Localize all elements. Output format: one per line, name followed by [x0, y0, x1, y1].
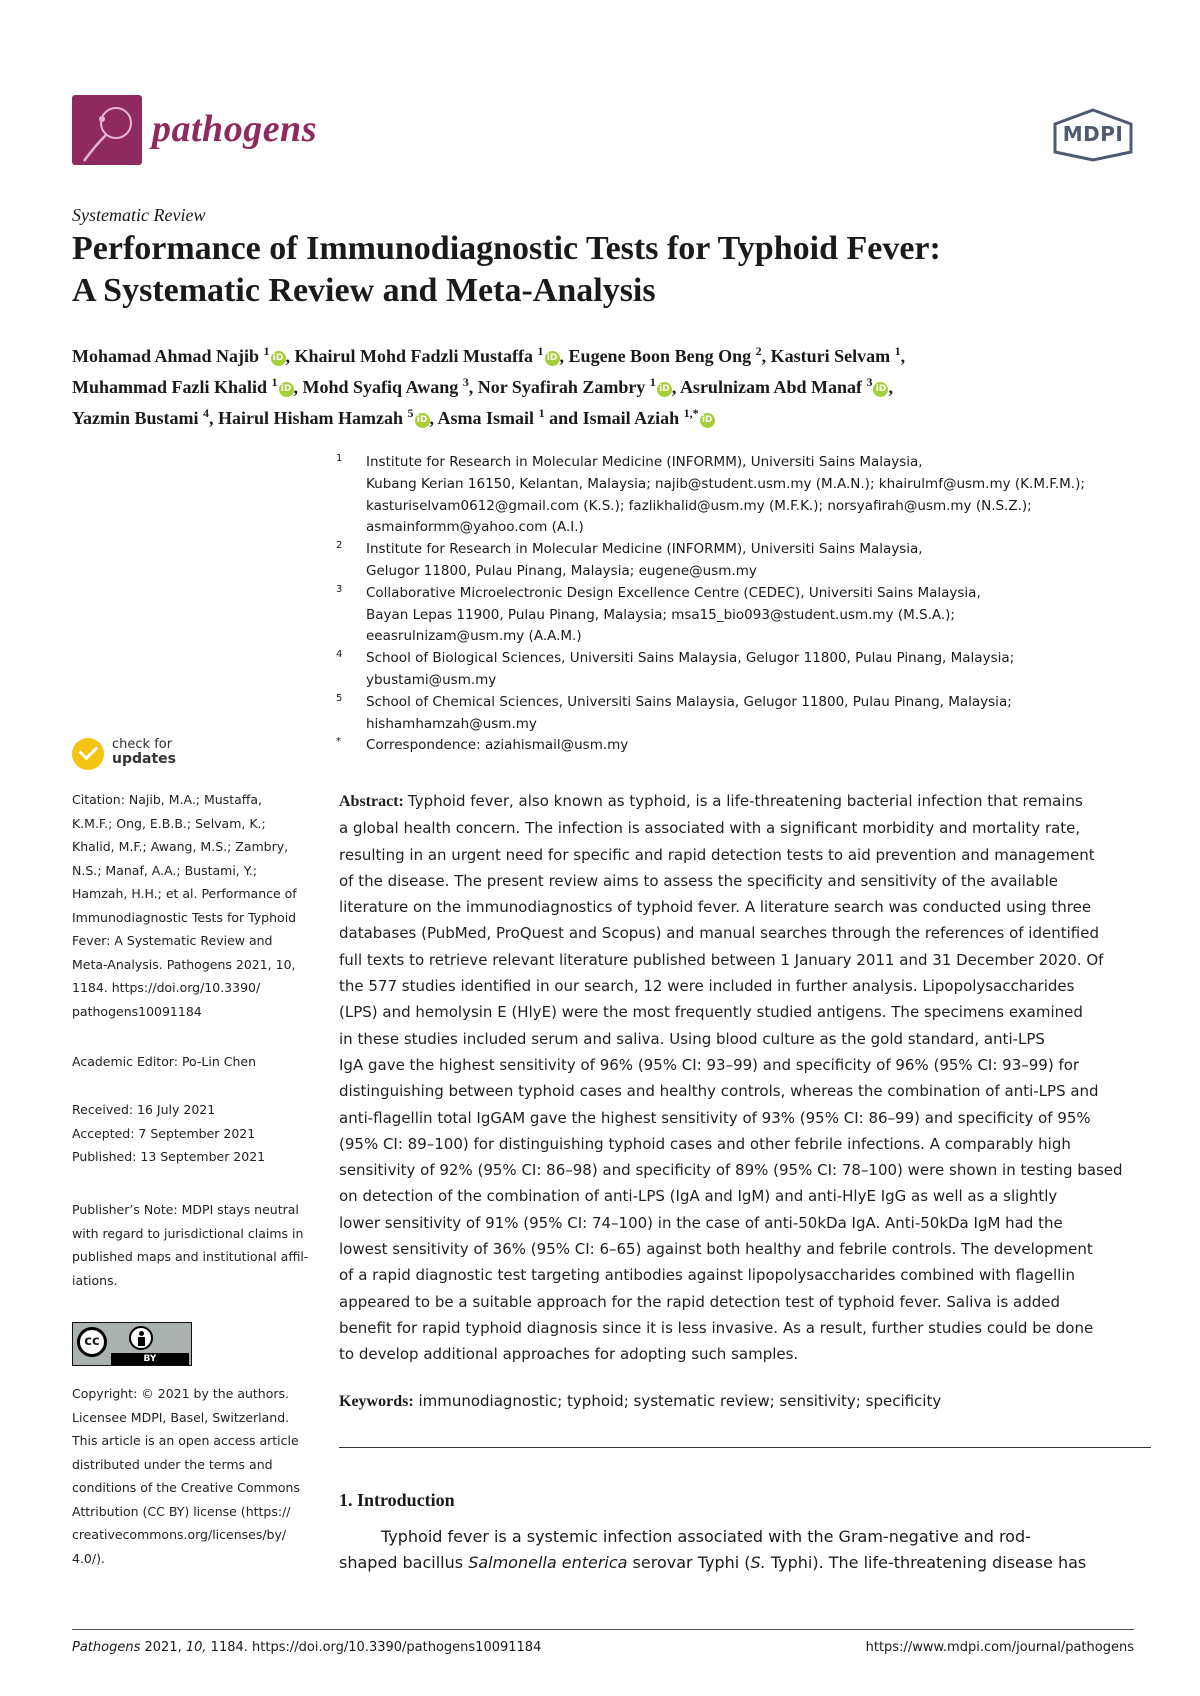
abstract-line: (LPS) and hemolysin E (HlyE) were the most frequently studied antigens. The specimens examined: [339, 1003, 1083, 1022]
abstract-line: resulting in an urgent need for specific and rapid detection tests to aid prevention and management: [339, 845, 1095, 864]
citation-line: 1184. https://doi.org/10.3390/: [72, 980, 261, 995]
abstract-line: in these studies included serum and saliva. Using blood culture as the gold standard, anti-LPS: [339, 1029, 1045, 1048]
footer-divider: [72, 1629, 1134, 1630]
author-name[interactable]: Hairul Hisham Hamzah: [218, 408, 408, 428]
publisher-note-line: published maps and institutional affil-: [72, 1249, 309, 1264]
abstract-line: a global health concern. The infection is associated with a significant morbidity and mortality rate,: [339, 819, 1081, 838]
affiliation-line: School of Biological Sciences, Universiti Sains Malaysia, Gelugor 11800, Pulau Pinang, Malaysia;: [366, 650, 1015, 667]
author-affiliation-ref: 2: [755, 344, 762, 358]
copyright-line: distributed under the terms and: [72, 1456, 273, 1472]
orcid-icon[interactable]: iD: [545, 351, 560, 366]
title-line: A Systematic Review and Meta-Analysis: [72, 272, 656, 309]
affiliation: [336, 692, 1156, 736]
author-name[interactable]: Ismail Aziah: [582, 408, 684, 428]
affiliation-number: 5: [336, 692, 343, 704]
abstract-label: Abstract:: [339, 793, 408, 810]
abstract-line: databases (PubMed, ProQuest and Scopus) and manual searches through the references of identified: [339, 924, 1099, 943]
citation-line: Immunodiagnostic Tests for Typhoid: [72, 909, 297, 925]
affiliation-line: asmainformm@yahoo.com (A.I.): [366, 519, 584, 536]
publisher-note-line: Publisher’s Note: MDPI stays neutral: [72, 1202, 299, 1217]
title-line: Performance of Immunodiagnostic Tests for Typhoid Fever:: [72, 230, 941, 267]
footer-citation: Pathogens 2021, 10, 1184. https://doi.org/10.3390/pathogens10091184: [72, 1640, 542, 1655]
abstract-line: literature on the immunodiagnostics of typhoid fever. A literature search was conducted using three: [339, 898, 1092, 917]
author-name[interactable]: Mohd Syafiq Awang: [302, 377, 463, 397]
publisher-note: [72, 1198, 322, 1292]
affiliation: [336, 452, 1156, 539]
author-name[interactable]: Muhammad Fazli Khalid: [72, 377, 272, 397]
copyright-line: Licensee MDPI, Basel, Switzerland.: [72, 1409, 290, 1425]
copyright-line: Copyright: © 2021 by the authors.: [72, 1386, 289, 1401]
author-affiliation-ref: 1: [894, 344, 901, 358]
accepted-date: Accepted: 7 September 2021: [72, 1125, 256, 1141]
affiliation-line: Gelugor 11800, Pulau Pinang, Malaysia; eugene@usm.my: [366, 562, 757, 579]
citation-line: Fever: A Systematic Review and: [72, 933, 273, 948]
author-affiliation-ref: 1: [263, 344, 270, 358]
copyright-notice: [72, 1382, 322, 1570]
author-affiliation-ref: 3: [866, 375, 873, 389]
author-list: [72, 338, 1152, 431]
orcid-icon[interactable]: iD: [279, 382, 294, 397]
publisher-note-line: iations.: [72, 1272, 118, 1288]
abstract-line: of the disease. The present review aims to assess the specificity and sensitivity of the available: [339, 871, 1058, 890]
affiliation-line: Kubang Kerian 16150, Kelantan, Malaysia; najib@student.usm.my (M.A.N.); khairulmf@usm.my (K.M.F.M.);: [366, 475, 1085, 492]
affiliation: [336, 583, 1156, 648]
author-name[interactable]: Nor Syafirah Zambry: [477, 377, 650, 397]
publisher-note-line: with regard to jurisdictional claims in: [72, 1225, 304, 1241]
abstract-line: benefit for rapid typhoid diagnosis since it is less invasive. As a result, further studies could be done: [339, 1318, 1094, 1337]
author-name[interactable]: Asrulnizam Abd Manaf: [679, 377, 867, 397]
affiliation-line: Collaborative Microelectronic Design Excellence Centre (CEDEC), Universiti Sains Malaysia,: [366, 584, 981, 601]
affiliation-line: kasturiselvam0612@gmail.com (K.S.); fazlikhalid@usm.my (M.F.K.); norsyafirah@usm.my (N.S.Z.);: [366, 497, 1032, 514]
section-divider: [339, 1447, 1151, 1448]
abstract-line: to develop additional approaches for adopting such samples.: [339, 1345, 799, 1364]
orcid-icon[interactable]: iD: [415, 413, 430, 428]
attribution-icon: [129, 1326, 153, 1350]
author-line: Mohamad Ahmad Najib $^1$ iD , Khairul Mohd Fadzli Mustaffa $^1$ iD , Eugene Boon Beng Ong $^2$, Kasturi Selvam $^1$,: [72, 344, 906, 366]
article-type: Systematic Review: [72, 205, 206, 225]
citation: [72, 788, 322, 1023]
citation-line: N.S.; Manaf, A.A.; Bustami, Y.;: [72, 862, 258, 878]
affiliation-line: Institute for Research in Molecular Medicine (INFORMM), Universiti Sains Malaysia,: [366, 541, 923, 558]
author-affiliation-ref: 3: [462, 375, 469, 389]
cc-by-label: BY: [111, 1353, 189, 1365]
author-name[interactable]: Asma Ismail: [437, 408, 539, 428]
affiliation-number: *: [336, 736, 341, 748]
abstract-line: the 577 studies identified in our search, 12 were included in further analysis. Lipopolysaccharides: [339, 977, 1075, 996]
academic-editor: Academic Editor: Po-Lin Chen: [72, 1054, 257, 1069]
copyright-line: This article is an open access article: [72, 1433, 299, 1448]
author-affiliation-ref: 5: [407, 406, 414, 420]
author-name[interactable]: Khairul Mohd Fadzli Mustaffa: [294, 346, 538, 366]
check-updates-label: check for updates: [112, 737, 176, 767]
affiliation-line: hishamhamzah@usm.my: [366, 715, 537, 732]
abstract-line: lower sensitivity of 91% (95% CI: 74–100) in the case of anti-50kDa IgA. Anti-50kDa IgM had the: [339, 1213, 1063, 1232]
citation-line: Citation: Najib, M.A.; Mustaffa,: [72, 792, 263, 807]
affiliations: [336, 452, 1156, 757]
author-name[interactable]: Mohamad Ahmad Najib: [72, 346, 264, 366]
affiliation-line: eeasrulnizam@usm.my (A.A.M.): [366, 628, 582, 645]
footer-doi-link[interactable]: 1184. https://doi.org/10.3390/pathogens10091184: [206, 1640, 542, 1655]
creative-commons-icon: cc: [77, 1327, 107, 1357]
orcid-icon[interactable]: iD: [657, 382, 672, 397]
keywords: [339, 1392, 1151, 1411]
abstract-line: appeared to be a suitable approach for the rapid detection test of typhoid fever. Saliva is added: [339, 1292, 1061, 1311]
journal-name[interactable]: pathogens: [152, 108, 317, 150]
author-affiliation-ref: 1: [537, 344, 544, 358]
author-name[interactable]: Yazmin Bustami: [72, 408, 204, 428]
orcid-icon[interactable]: iD: [873, 382, 888, 397]
orcid-icon[interactable]: iD: [700, 413, 715, 428]
citation-line: Meta-Analysis. Pathogens 2021, 10,: [72, 956, 296, 972]
published-date: Published: 13 September 2021: [72, 1149, 266, 1164]
abstract-line: of a rapid diagnostic test targeting antibodies against lipopolysaccharides combined with flagellin: [339, 1266, 1076, 1285]
abstract-line: anti-flagellin total IgGAM gave the highest sensitivity of 93% (95% CI: 86–99) and specificity of 95%: [339, 1108, 1091, 1127]
citation-line: Hamzah, H.H.; et al. Performance of: [72, 886, 297, 901]
abstract-line: lowest sensitivity of 36% (95% CI: 6–65) against both healthy and febrile controls. The development: [339, 1240, 1093, 1259]
section-heading-introduction: 1. Introduction: [339, 1490, 455, 1510]
author-line: Yazmin Bustami $^4$, Hairul Hisham Hamzah $^5$ iD , Asma Ismail $^1$ and Ismail Aziah $^{1,*}$ iD: [72, 400, 1152, 431]
author-name[interactable]: Eugene Boon Beng Ong: [568, 346, 756, 366]
article-title: [72, 228, 1152, 312]
intro-line: shaped bacillus Salmonella enterica serovar Typhi (S. Typhi). The life-threatening disease has: [339, 1553, 1087, 1572]
affiliation-line: Institute for Research in Molecular Medicine (INFORMM), Universiti Sains Malaysia,: [366, 454, 923, 470]
abstract-line: full texts to retrieve relevant literature published between 1 January 2011 and 31 December 2020. Of: [339, 950, 1104, 969]
author-name[interactable]: Kasturi Selvam: [770, 346, 895, 366]
footer-journal-url[interactable]: https://www.mdpi.com/journal/pathogens: [865, 1640, 1134, 1655]
keywords-text: immunodiagnostic; typhoid; systematic review; sensitivity; specificity: [418, 1392, 942, 1410]
publication-dates: [72, 1098, 322, 1169]
affiliation: [336, 648, 1156, 692]
citation-line: Khalid, M.F.; Awang, M.S.; Zambry,: [72, 839, 289, 854]
affiliation-number: 1: [336, 453, 343, 464]
affiliation-number: 4: [336, 649, 343, 661]
affiliation-line: Bayan Lepas 11900, Pulau Pinang, Malaysia; msa15_bio093@student.usm.my (M.S.A.);: [366, 606, 955, 623]
abstract-line: IgA gave the highest sensitivity of 96% (95% CI: 93–99) and specificity of 96% (95% CI: 93–99) for: [339, 1055, 1080, 1074]
author-affiliation-ref: 1: [271, 375, 278, 389]
affiliation-number: 2: [336, 540, 343, 552]
abstract-line: (95% CI: 89–100) for distinguishing typhoid cases and other febrile infections. A comparably high: [339, 1134, 1071, 1153]
author-affiliation-ref: 1: [538, 406, 545, 420]
author-affiliation-ref: 1: [649, 375, 656, 389]
author-line: Muhammad Fazli Khalid $^1$ iD , Mohd Syafiq Awang $^3$, Nor Syafirah Zambry $^1$ iD , Asrulnizam Abd Manaf $^3$ iD ,: [72, 375, 893, 397]
keywords-label: Keywords:: [339, 1393, 414, 1410]
copyright-line: Attribution (CC BY) license (https://: [72, 1503, 291, 1519]
citation-line: pathogens10091184: [72, 1003, 202, 1019]
cc-by-license-badge[interactable]: [72, 1322, 192, 1366]
abstract: [339, 788, 1151, 1368]
affiliation-line: Correspondence: aziahismail@usm.my: [366, 737, 629, 754]
author-affiliation-ref: 1,*: [683, 406, 699, 420]
copyright-line: creativecommons.org/licenses/by/: [72, 1527, 287, 1542]
received-date: Received: 16 July 2021: [72, 1102, 216, 1117]
publisher-logo[interactable]: [1052, 108, 1134, 162]
journal-logo-icon: [72, 95, 142, 165]
intro-line: Typhoid fever is a systemic infection associated with the Gram-negative and rod-: [381, 1527, 1031, 1546]
introduction-text: [339, 1524, 1151, 1576]
publisher-name: MDPI: [1062, 122, 1124, 146]
abstract-line: sensitivity of 92% (95% CI: 86–98) and specificity of 89% (95% CI: 78–100) were shown in testing based: [339, 1161, 1123, 1180]
citation-line: K.M.F.; Ong, E.B.B.; Selvam, K.;: [72, 815, 266, 831]
author-affiliation-ref: 4: [203, 406, 210, 420]
copyright-line: conditions of the Creative Commons: [72, 1480, 300, 1495]
affiliation-line: ybustami@usm.my: [366, 671, 497, 688]
copyright-line: 4.0/).: [72, 1550, 105, 1566]
abstract-line: on detection of the combination of anti-LPS (IgA and IgM) and anti-HlyE IgG as well as a slightly: [339, 1187, 1058, 1206]
affiliation-line: School of Chemical Sciences, Universiti Sains Malaysia, Gelugor 11800, Pulau Pinang, Malaysia;: [366, 693, 1012, 710]
check-icon: [72, 738, 104, 770]
orcid-icon[interactable]: iD: [271, 351, 286, 366]
affiliation: [336, 735, 1156, 757]
affiliation: [336, 539, 1156, 583]
abstract-line: distinguishing between typhoid cases and healthy controls, whereas the combination of anti-LPS and: [339, 1082, 1099, 1101]
affiliation-number: 3: [336, 583, 343, 595]
abstract-line: Abstract: Typhoid fever, also known as typhoid, is a life-threatening bacterial infection that remains: [339, 792, 1083, 810]
